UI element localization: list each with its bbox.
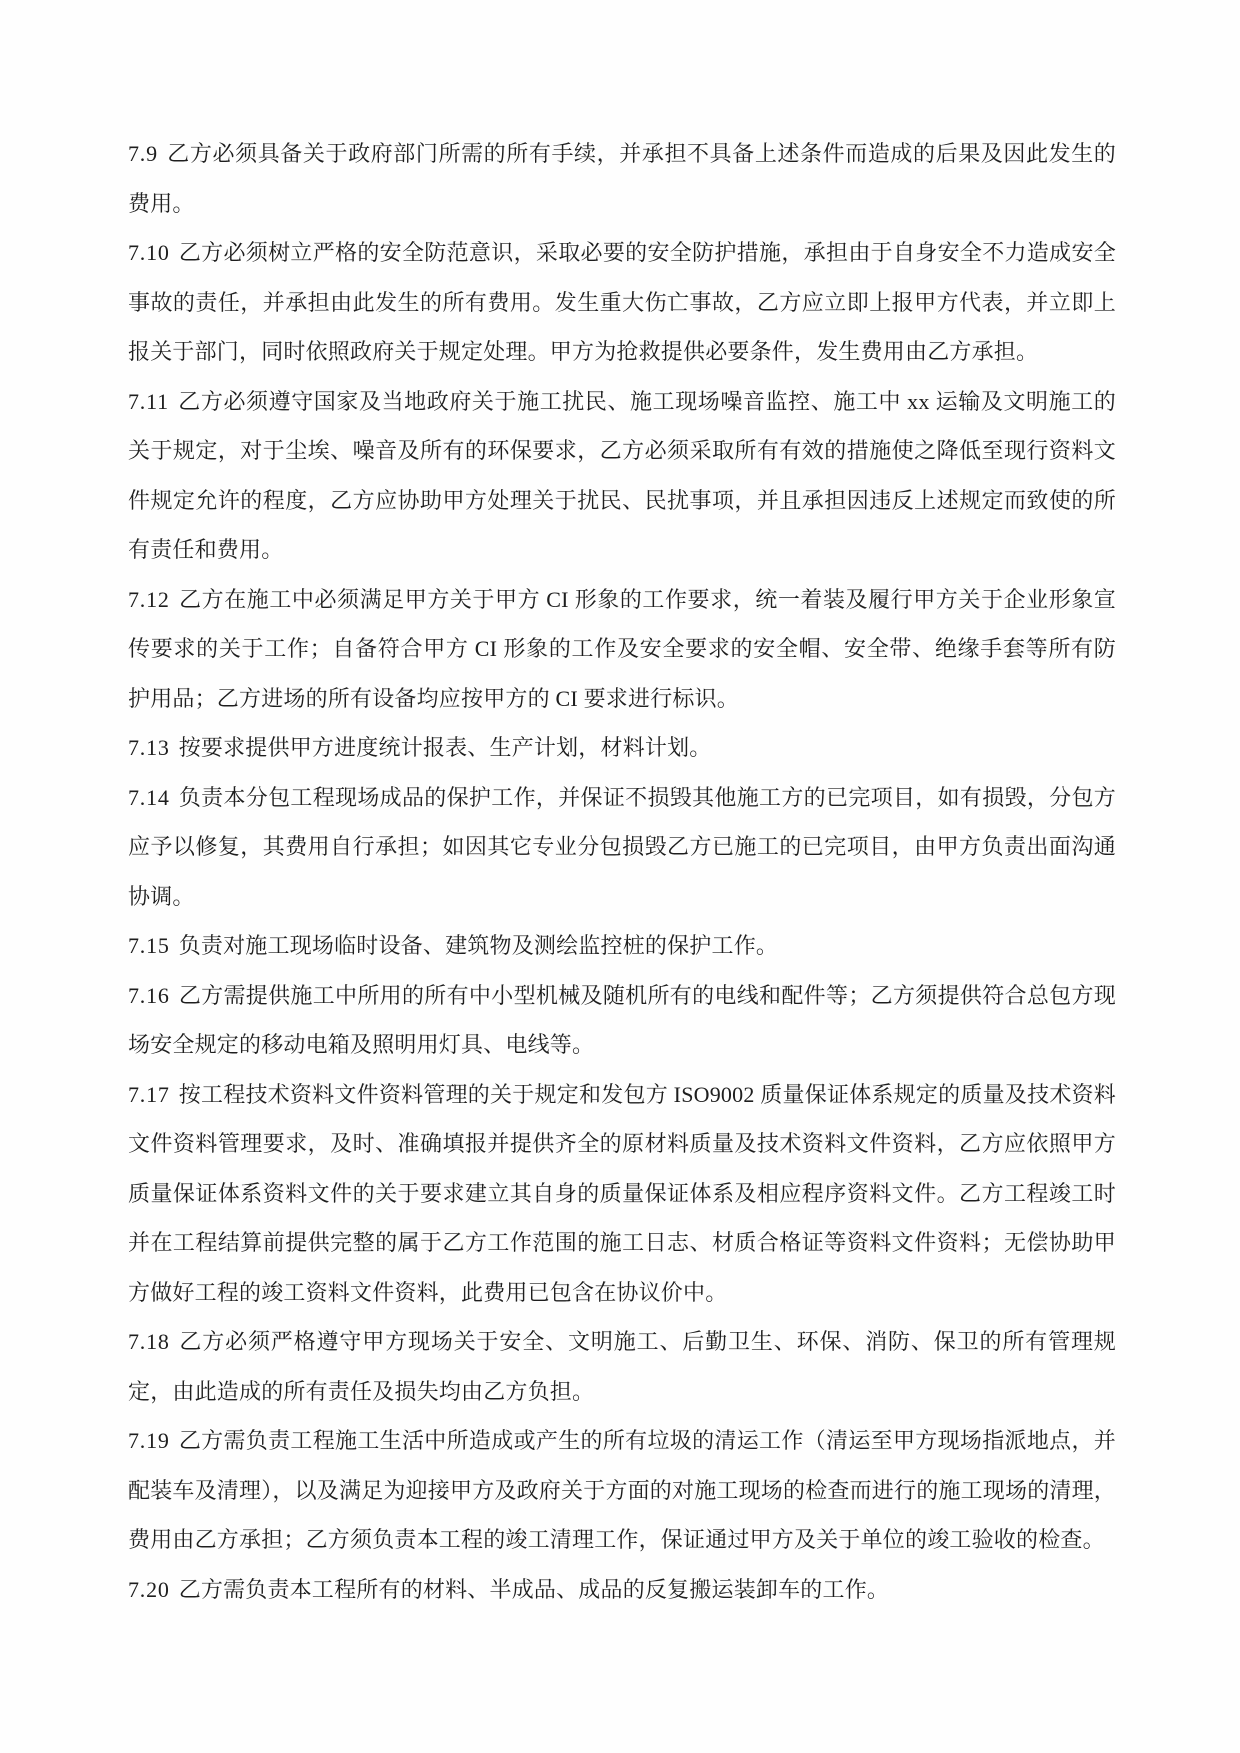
clause-text: 按要求提供甲方进度统计报表、生产计划，材料计划。 xyxy=(178,735,712,760)
clause-number: 7.15 xyxy=(128,933,170,958)
clause-number: 7.16 xyxy=(128,982,170,1008)
clause-paragraph xyxy=(128,773,1116,922)
clause-paragraph xyxy=(128,1070,1116,1318)
clause-number: 7.9 xyxy=(128,141,158,166)
clause-paragraph xyxy=(128,1416,1116,1565)
clause-text: 乙方在施工中必须满足甲方关于甲方 CI 形象的工作要求，统一着装及履行甲方关于企业形象宣传要求的关于工作；自备符合甲方 CI 形象的工作及安全要求的安全帽、安全带、绝缘手套等所有防护用品；乙方进场的所有设备均应按甲方的 CI 要求进行标识。 xyxy=(128,586,1116,711)
clause-paragraph xyxy=(128,971,1116,1070)
clause-number: 7.19 xyxy=(128,1428,170,1453)
clause-text: 乙方需负责本工程所有的材料、半成品、成品的反复搬运装卸车的工作。 xyxy=(178,1576,890,1602)
clause-paragraph xyxy=(128,921,1116,971)
clause-text: 负责本分包工程现场成品的保护工作，并保证不损毁其他施工方的已完项目，如有损毁，分包方应予以修复，其费用自行承担；如因其它专业分包损毁乙方已施工的已完项目，由甲方负责出面沟通协调。 xyxy=(128,784,1116,909)
clause-number: 7.17 xyxy=(128,1081,170,1107)
clause-text: 按工程技术资料文件资料管理的关于规定和发包方 ISO9002 质量保证体系规定的质量及技术资料文件资料管理要求，及时、准确填报并提供齐全的原材料质量及技术资料文件资料，乙方应依照甲方质量保证体系资料文件的关于要求建立其自身的质量保证体系及相应程序资料文件。乙方工程竣工时并在工程结算前提供完整的属于乙方工作范围的施工日志、材质合格证等资料文件资料；无偿协助甲方做好工程的竣工资料文件资料，此费用已包含在协议价中。 xyxy=(128,1081,1116,1305)
clause-number: 7.20 xyxy=(128,1576,170,1602)
clause-number: 7.13 xyxy=(128,735,170,760)
clause-paragraph xyxy=(128,1565,1116,1615)
clause-text: 负责对施工现场临时设备、建筑物及测绘监控桩的保护工作。 xyxy=(178,933,779,958)
clause-number: 7.10 xyxy=(128,240,170,265)
clause-paragraph xyxy=(128,1317,1116,1416)
clause-paragraph xyxy=(128,377,1116,575)
clause-number: 7.14 xyxy=(128,784,170,810)
clause-number: 7.18 xyxy=(128,1329,170,1354)
clause-text: 乙方需提供施工中所用的所有中小型机械及随机所有的电线和配件等；乙方须提供符合总包方现场安全规定的移动电箱及照明用灯具、电线等。 xyxy=(128,982,1116,1057)
clause-text: 乙方必须遵守国家及当地政府关于施工扰民、施工现场噪音监控、施工中 xx 运输及文明施工的关于规定，对于尘埃、噪音及所有的环保要求，乙方必须采取所有有效的措施使之降低至现行资料文件规定允许的程度，乙方应协助甲方处理关于扰民、民扰事项，并且承担因违反上述规定而致使的所有责任和费用。 xyxy=(128,388,1116,562)
clause-paragraph xyxy=(128,723,1116,773)
clause-paragraph xyxy=(128,228,1116,377)
clause-paragraph xyxy=(128,575,1116,724)
clause-number: 7.11 xyxy=(128,388,169,414)
clause-text: 乙方必须严格遵守甲方现场关于安全、文明施工、后勤卫生、环保、消防、保卫的所有管理规定，由此造成的所有责任及损失均由乙方负担。 xyxy=(128,1329,1116,1404)
clause-text: 乙方必须具备关于政府部门所需的所有手续，并承担不具备上述条件而造成的后果及因此发生的费用。 xyxy=(128,141,1116,216)
clause-paragraph xyxy=(128,129,1116,228)
clause-text: 乙方需负责工程施工生活中所造成或产生的所有垃圾的清运工作（清运至甲方现场指派地点，并配装车及清理），以及满足为迎接甲方及政府关于方面的对施工现场的检查而进行的施工现场的清理，费用由乙方承担；乙方须负责本工程的竣工清理工作，保证通过甲方及关于单位的竣工验收的检查。 xyxy=(128,1428,1117,1552)
clause-text: 乙方必须树立严格的安全防范意识，采取必要的安全防护措施，承担由于自身安全不力造成安全事故的责任，并承担由此发生的所有费用。发生重大伤亡事故，乙方应立即上报甲方代表，并立即上报关于部门，同时依照政府关于规定处理。甲方为抢救提供必要条件，发生费用由乙方承担。 xyxy=(128,240,1116,364)
clause-number: 7.12 xyxy=(128,586,170,612)
clauses-list xyxy=(128,129,1116,1614)
